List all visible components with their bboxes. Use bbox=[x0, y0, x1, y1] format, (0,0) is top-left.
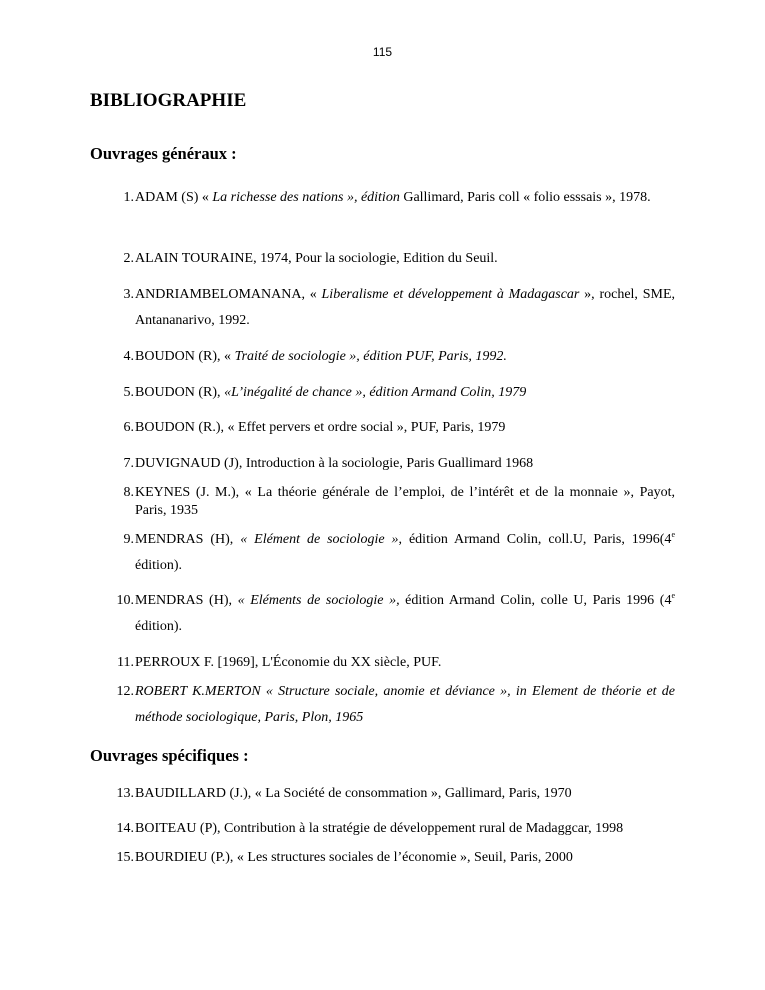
entry-number: 4. bbox=[123, 349, 134, 364]
page-number: 115 bbox=[372, 45, 393, 59]
bibliography-entry: 10. MENDRAS (H), « Eléments de sociologie », édition Armand Colin, colle U, Paris 1996 (4e édition). bbox=[112, 588, 675, 640]
bibliography-entry: 8. KEYNES (J. M.), « La théorie générale de l’emploi, de l’intérêt et de la monnaie », Payot, Paris, 1935 bbox=[112, 484, 675, 520]
entry-number: 14. bbox=[116, 821, 134, 836]
bibliography-entry: 11. PERROUX F. [1969], L'Économie du XX siècle, PUF. bbox=[112, 650, 675, 676]
bibliography-entry: 1. ADAM (S) « La richesse des nations », édition Gallimard, Paris coll « folio esssais », 1978. bbox=[112, 185, 675, 211]
entry-number: 5. bbox=[123, 385, 134, 400]
bibliography-entry: 12. ROBERT K.MERTON « Structure sociale, anomie et déviance », in Element de théorie et de méthode sociologique, Paris, Plon, 1965 bbox=[112, 679, 675, 731]
bibliography-entry: 6. BOUDON (R.), « Effet pervers et ordre social », PUF, Paris, 1979 bbox=[112, 415, 675, 441]
section-heading-general: Ouvrages généraux : bbox=[90, 144, 237, 163]
bibliography-entry: 13. BAUDILLARD (J.), « La Société de consommation », Gallimard, Paris, 1970 bbox=[112, 781, 675, 807]
bibliography-entry: 5. BOUDON (R), «L’inégalité de chance », édition Armand Colin, 1979 bbox=[112, 380, 675, 406]
entry-number: 10. bbox=[116, 593, 134, 608]
entry-number: 15. bbox=[116, 850, 134, 865]
entry-number: 9. bbox=[123, 532, 134, 547]
page-title: BIBLIOGRAPHIE bbox=[90, 90, 247, 111]
entry-number: 8. bbox=[123, 485, 134, 500]
bibliography-entry: 9. MENDRAS (H), « Elément de sociologie », édition Armand Colin, coll.U, Paris, 1996(4e édition). bbox=[112, 527, 675, 579]
bibliography-entry: 4. BOUDON (R), « Traité de sociologie », édition PUF, Paris, 1992. bbox=[112, 344, 675, 370]
entry-number: 7. bbox=[123, 456, 134, 471]
entry-number: 1. bbox=[123, 190, 134, 205]
entry-number: 2. bbox=[123, 251, 134, 266]
entry-number: 11. bbox=[117, 655, 134, 670]
entry-number: 6. bbox=[123, 420, 134, 435]
entry-number: 13. bbox=[116, 786, 134, 801]
bibliography-entry: 15. BOURDIEU (P.), « Les structures sociales de l’économie », Seuil, Paris, 2000 bbox=[112, 845, 675, 871]
entry-number: 3. bbox=[123, 287, 134, 302]
bibliography-entry: 14. BOITEAU (P), Contribution à la stratégie de développement rural de Madaggcar, 1998 bbox=[112, 816, 675, 842]
entry-number: 12. bbox=[116, 684, 134, 699]
bibliography-entry: 2. ALAIN TOURAINE, 1974, Pour la sociologie, Edition du Seuil. bbox=[112, 246, 675, 272]
bibliography-entry: 7. DUVIGNAUD (J), Introduction à la sociologie, Paris Guallimard 1968 bbox=[112, 451, 675, 477]
section-heading-specific: Ouvrages spécifiques : bbox=[90, 746, 249, 765]
bibliography-entry: 3. ANDRIAMBELOMANANA, « Liberalisme et développement à Madagascar », rochel, SME, Antananarivo, 1992. bbox=[112, 282, 675, 334]
